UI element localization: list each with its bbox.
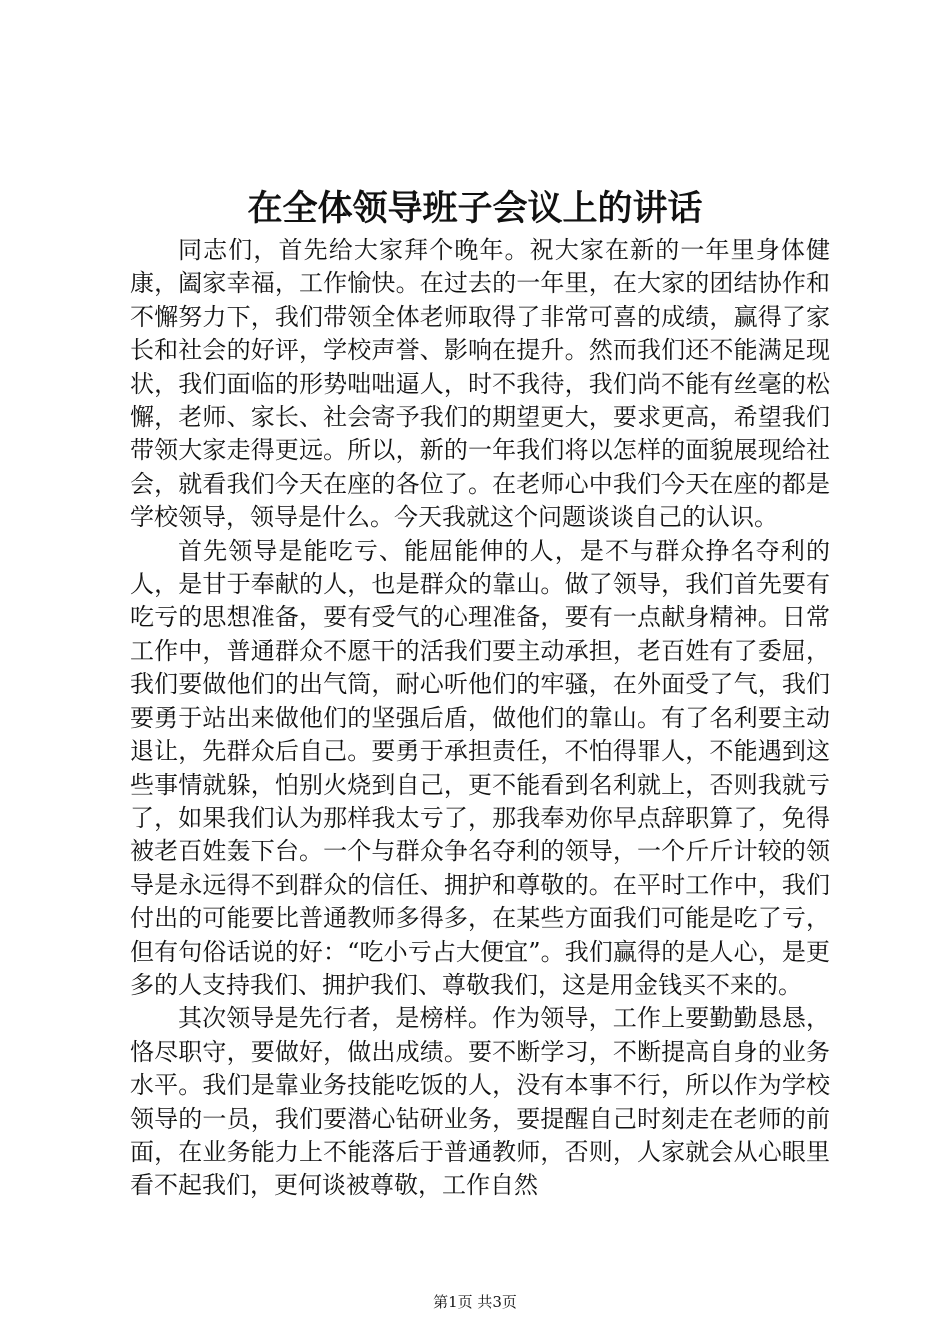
paragraph-2: 首先领导是能吃亏、能屈能伸的人，是不与群众挣名夺利的人，是甘于奉献的人，也是群众的靠山。做了领导，我们首先要有吃亏的思想准备，要有受气的心理准备，要有一点献身精神。日常工作中，普通群众不愿干的活我们要主动承担，老百姓有了委屈，我们要做他们的出气筒，耐心听他们的牢骚，在外面受了气，我们要勇于站出来做他们的坚强后盾，做他们的靠山。有了名利要主动退让，先群众后自己。要勇于承担责任，不怕得罪人，不能遇到这些事情就躲，怕别火烧到自己，更不能看到名利就上，否则我就亏了，如果我们认为那样我太亏了，那我奉劝你早点辞职算了，免得被老百姓轰下台。一个与群众争名夺利的领导，一个斤斤计较的领导是永远得不到群众的信任、拥护和尊敬的。在平时工作中，我们付出的可能要比普通教师多得多，在某些方面我们可能是吃了亏，但有句俗话说的好：“吃小亏占大便宜”。我们赢得的是人心，是更多的人支持我们、拥护我们、尊敬我们，这是用金钱买不来的。 [130, 536, 830, 999]
page-number-footer: 第1页 共3页 [433, 1293, 517, 1311]
paragraph-3: 其次领导是先行者，是榜样。作为领导，工作上要勤勤恳恳，恪尽职守，要做好，做出成绩。要不断学习，不断提高自身的业务水平。我们是靠业务技能吃饭的人，没有本事不行，所以作为学校领导的一员，我们要潜心钻研业务，要提醒自己时刻走在老师的前面，在业务能力上不能落后于普通教师，否则，人家就会从心眼里看不起我们，更何谈被尊敬，工作自然 [130, 1004, 830, 1200]
document-body [130, 234, 830, 1203]
paragraph-1: 同志们，首先给大家拜个晚年。祝大家在新的一年里身体健康，阖家幸福，工作愉快。在过去的一年里，在大家的团结协作和不懈努力下，我们带领全体老师取得了非常可喜的成绩，赢得了家长和社会的好评，学校声誉、影响在提升。然而我们还不能满足现状，我们面临的形势咄咄逼人，时不我待，我们尚不能有丝毫的松懈，老师、家长、社会寄予我们的期望更大，要求更高，希望我们带领大家走得更远。所以，新的一年我们将以怎样的面貌展现给社会，就看我们今天在座的各位了。在老师心中我们今天在座的都是学校领导，领导是什么。今天我就这个问题谈谈自己的认识。 [130, 236, 830, 532]
document-title: 在全体领导班子会议上的讲话 [247, 188, 703, 229]
